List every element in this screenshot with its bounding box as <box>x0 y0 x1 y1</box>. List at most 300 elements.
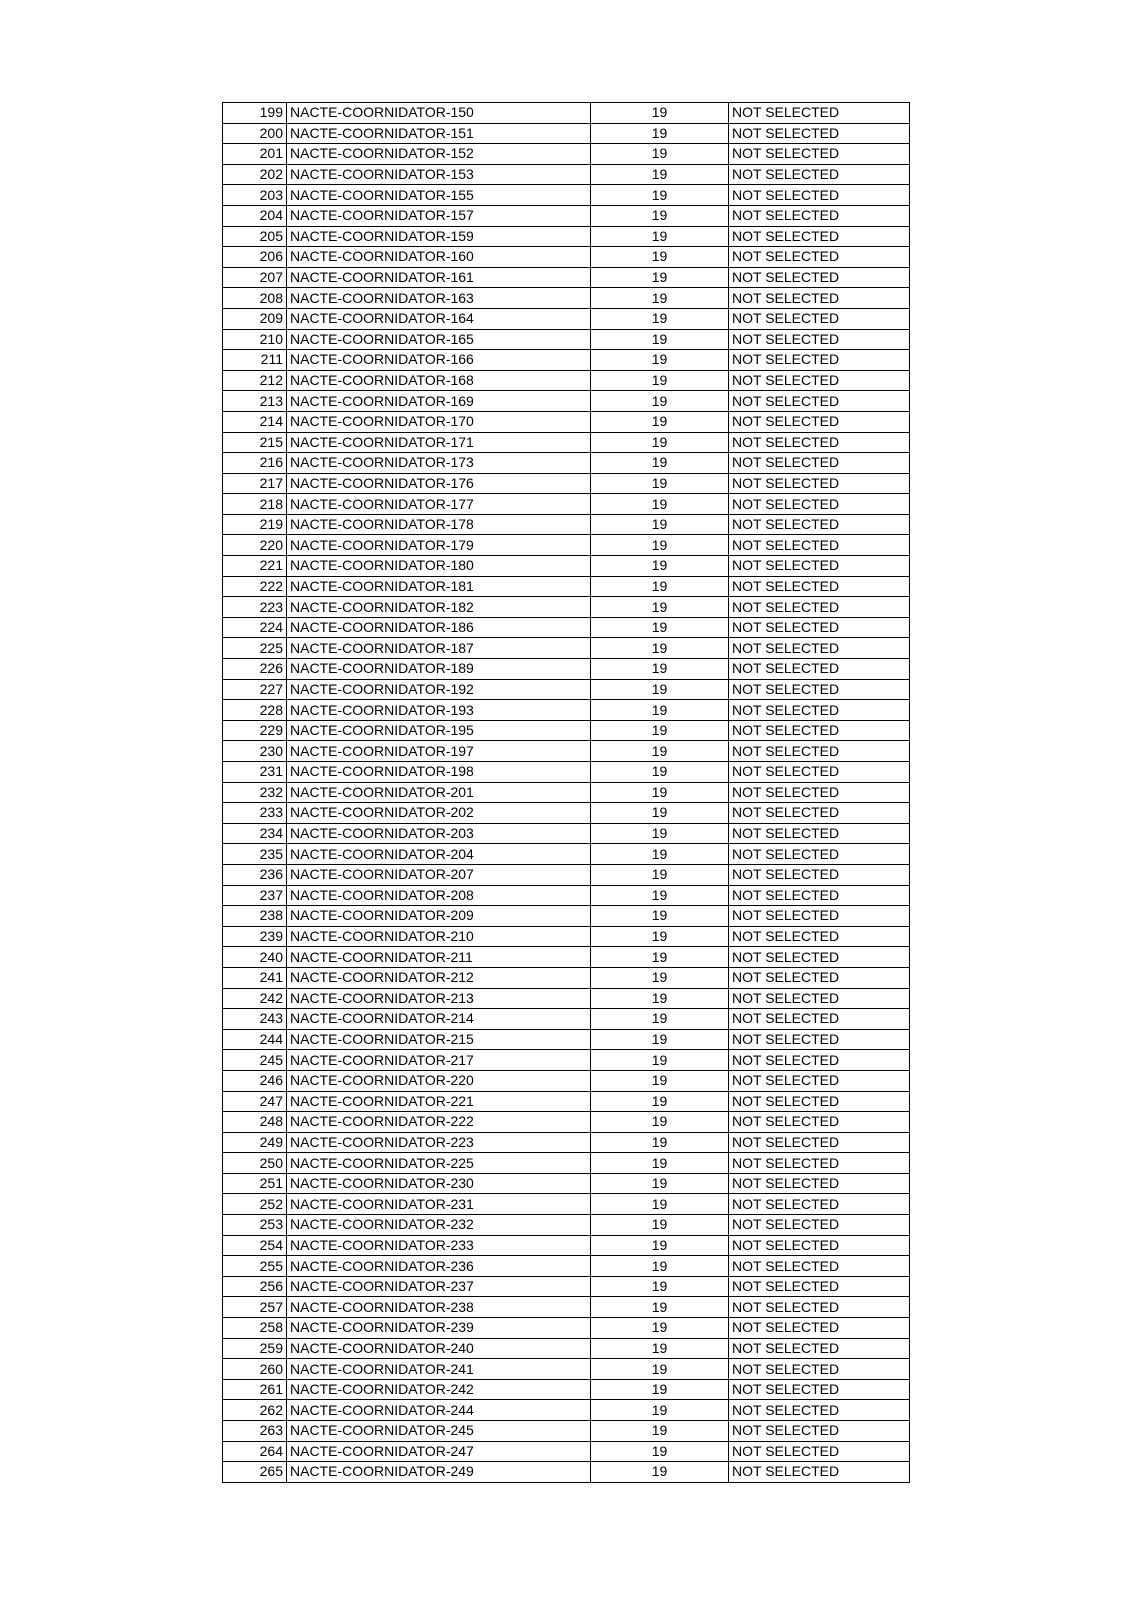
status-cell: NOT SELECTED <box>729 823 910 844</box>
candidate-id-cell: NACTE-COORNIDATOR-182 <box>287 597 591 618</box>
score-cell: 19 <box>591 844 729 865</box>
score-cell: 19 <box>591 535 729 556</box>
status-cell: NOT SELECTED <box>729 1256 910 1277</box>
candidate-id-cell: NACTE-COORNIDATOR-244 <box>287 1400 591 1421</box>
row-number-cell: 263 <box>223 1421 287 1442</box>
table-row <box>223 123 910 144</box>
table-row <box>223 494 910 515</box>
candidate-id-cell: NACTE-COORNIDATOR-212 <box>287 967 591 988</box>
score-cell: 19 <box>591 1379 729 1400</box>
status-cell: NOT SELECTED <box>729 720 910 741</box>
row-number-cell: 204 <box>223 205 287 226</box>
table-row <box>223 576 910 597</box>
score-cell: 19 <box>591 1276 729 1297</box>
table-row <box>223 1318 910 1339</box>
table-row <box>223 967 910 988</box>
row-number-cell: 258 <box>223 1318 287 1339</box>
status-cell: NOT SELECTED <box>729 205 910 226</box>
status-cell: NOT SELECTED <box>729 1132 910 1153</box>
score-cell: 19 <box>591 1050 729 1071</box>
score-cell: 19 <box>591 926 729 947</box>
row-number-cell: 209 <box>223 308 287 329</box>
table-row <box>223 370 910 391</box>
table-row <box>223 514 910 535</box>
status-cell: NOT SELECTED <box>729 864 910 885</box>
status-cell: NOT SELECTED <box>729 1338 910 1359</box>
candidate-id-cell: NACTE-COORNIDATOR-169 <box>287 391 591 412</box>
score-cell: 19 <box>591 803 729 824</box>
row-number-cell: 212 <box>223 370 287 391</box>
row-number-cell: 203 <box>223 185 287 206</box>
table-row <box>223 556 910 577</box>
row-number-cell: 214 <box>223 411 287 432</box>
candidate-id-cell: NACTE-COORNIDATOR-240 <box>287 1338 591 1359</box>
score-cell: 19 <box>591 288 729 309</box>
row-number-cell: 211 <box>223 350 287 371</box>
status-cell: NOT SELECTED <box>729 844 910 865</box>
score-cell: 19 <box>591 144 729 165</box>
status-cell: NOT SELECTED <box>729 1112 910 1133</box>
status-cell: NOT SELECTED <box>729 1029 910 1050</box>
status-cell: NOT SELECTED <box>729 1215 910 1236</box>
status-cell: NOT SELECTED <box>729 638 910 659</box>
table-row <box>223 947 910 968</box>
row-number-cell: 262 <box>223 1400 287 1421</box>
row-number-cell: 221 <box>223 556 287 577</box>
row-number-cell: 239 <box>223 926 287 947</box>
row-number-cell: 199 <box>223 103 287 124</box>
row-number-cell: 240 <box>223 947 287 968</box>
status-cell: NOT SELECTED <box>729 1462 910 1483</box>
table-row <box>223 1112 910 1133</box>
row-number-cell: 224 <box>223 617 287 638</box>
row-number-cell: 259 <box>223 1338 287 1359</box>
status-cell: NOT SELECTED <box>729 659 910 680</box>
candidate-id-cell: NACTE-COORNIDATOR-220 <box>287 1070 591 1091</box>
score-cell: 19 <box>591 411 729 432</box>
candidate-id-cell: NACTE-COORNIDATOR-203 <box>287 823 591 844</box>
status-cell: NOT SELECTED <box>729 576 910 597</box>
candidate-id-cell: NACTE-COORNIDATOR-222 <box>287 1112 591 1133</box>
status-cell: NOT SELECTED <box>729 1173 910 1194</box>
table-row <box>223 823 910 844</box>
score-cell: 19 <box>591 1132 729 1153</box>
table-row <box>223 288 910 309</box>
candidate-id-cell: NACTE-COORNIDATOR-165 <box>287 329 591 350</box>
row-number-cell: 201 <box>223 144 287 165</box>
row-number-cell: 230 <box>223 741 287 762</box>
score-cell: 19 <box>591 1441 729 1462</box>
candidate-id-cell: NACTE-COORNIDATOR-213 <box>287 988 591 1009</box>
table-row <box>223 1421 910 1442</box>
score-cell: 19 <box>591 947 729 968</box>
row-number-cell: 261 <box>223 1379 287 1400</box>
score-cell: 19 <box>591 267 729 288</box>
table-row <box>223 535 910 556</box>
score-cell: 19 <box>591 329 729 350</box>
candidate-id-cell: NACTE-COORNIDATOR-217 <box>287 1050 591 1071</box>
status-cell: NOT SELECTED <box>729 926 910 947</box>
candidate-id-cell: NACTE-COORNIDATOR-160 <box>287 247 591 268</box>
candidate-id-cell: NACTE-COORNIDATOR-208 <box>287 885 591 906</box>
candidate-id-cell: NACTE-COORNIDATOR-245 <box>287 1421 591 1442</box>
score-cell: 19 <box>591 864 729 885</box>
score-cell: 19 <box>591 762 729 783</box>
status-cell: NOT SELECTED <box>729 1070 910 1091</box>
row-number-cell: 256 <box>223 1276 287 1297</box>
table-row <box>223 1050 910 1071</box>
row-number-cell: 233 <box>223 803 287 824</box>
row-number-cell: 232 <box>223 782 287 803</box>
candidate-id-cell: NACTE-COORNIDATOR-163 <box>287 288 591 309</box>
status-cell: NOT SELECTED <box>729 144 910 165</box>
candidate-id-cell: NACTE-COORNIDATOR-225 <box>287 1153 591 1174</box>
table-row <box>223 1070 910 1091</box>
score-cell: 19 <box>591 494 729 515</box>
candidate-id-cell: NACTE-COORNIDATOR-231 <box>287 1194 591 1215</box>
candidate-id-cell: NACTE-COORNIDATOR-153 <box>287 164 591 185</box>
score-cell: 19 <box>591 782 729 803</box>
candidate-id-cell: NACTE-COORNIDATOR-236 <box>287 1256 591 1277</box>
score-cell: 19 <box>591 1400 729 1421</box>
status-cell: NOT SELECTED <box>729 288 910 309</box>
table-row <box>223 185 910 206</box>
score-cell: 19 <box>591 1194 729 1215</box>
candidate-id-cell: NACTE-COORNIDATOR-178 <box>287 514 591 535</box>
table-row <box>223 679 910 700</box>
row-number-cell: 210 <box>223 329 287 350</box>
row-number-cell: 238 <box>223 906 287 927</box>
score-cell: 19 <box>591 1235 729 1256</box>
table-row <box>223 1297 910 1318</box>
score-cell: 19 <box>591 885 729 906</box>
status-cell: NOT SELECTED <box>729 1050 910 1071</box>
results-table-body <box>223 103 910 1483</box>
row-number-cell: 228 <box>223 700 287 721</box>
candidate-id-cell: NACTE-COORNIDATOR-204 <box>287 844 591 865</box>
row-number-cell: 220 <box>223 535 287 556</box>
score-cell: 19 <box>591 164 729 185</box>
status-cell: NOT SELECTED <box>729 1441 910 1462</box>
table-row <box>223 988 910 1009</box>
candidate-id-cell: NACTE-COORNIDATOR-195 <box>287 720 591 741</box>
score-cell: 19 <box>591 1297 729 1318</box>
score-cell: 19 <box>591 823 729 844</box>
row-number-cell: 249 <box>223 1132 287 1153</box>
status-cell: NOT SELECTED <box>729 947 910 968</box>
status-cell: NOT SELECTED <box>729 308 910 329</box>
candidate-id-cell: NACTE-COORNIDATOR-193 <box>287 700 591 721</box>
score-cell: 19 <box>591 741 729 762</box>
table-row <box>223 1132 910 1153</box>
score-cell: 19 <box>591 247 729 268</box>
status-cell: NOT SELECTED <box>729 617 910 638</box>
candidate-id-cell: NACTE-COORNIDATOR-187 <box>287 638 591 659</box>
table-row <box>223 1153 910 1174</box>
table-row <box>223 1338 910 1359</box>
status-cell: NOT SELECTED <box>729 1297 910 1318</box>
table-row <box>223 164 910 185</box>
score-cell: 19 <box>591 679 729 700</box>
candidate-id-cell: NACTE-COORNIDATOR-201 <box>287 782 591 803</box>
row-number-cell: 255 <box>223 1256 287 1277</box>
candidate-id-cell: NACTE-COORNIDATOR-170 <box>287 411 591 432</box>
status-cell: NOT SELECTED <box>729 1235 910 1256</box>
row-number-cell: 213 <box>223 391 287 412</box>
candidate-id-cell: NACTE-COORNIDATOR-171 <box>287 432 591 453</box>
status-cell: NOT SELECTED <box>729 967 910 988</box>
candidate-id-cell: NACTE-COORNIDATOR-166 <box>287 350 591 371</box>
table-row <box>223 453 910 474</box>
row-number-cell: 242 <box>223 988 287 1009</box>
status-cell: NOT SELECTED <box>729 700 910 721</box>
score-cell: 19 <box>591 473 729 494</box>
row-number-cell: 252 <box>223 1194 287 1215</box>
status-cell: NOT SELECTED <box>729 1153 910 1174</box>
status-cell: NOT SELECTED <box>729 1091 910 1112</box>
score-cell: 19 <box>591 350 729 371</box>
score-cell: 19 <box>591 205 729 226</box>
table-row <box>223 226 910 247</box>
candidate-id-cell: NACTE-COORNIDATOR-181 <box>287 576 591 597</box>
score-cell: 19 <box>591 370 729 391</box>
table-row <box>223 885 910 906</box>
table-row <box>223 1091 910 1112</box>
table-row <box>223 741 910 762</box>
candidate-id-cell: NACTE-COORNIDATOR-161 <box>287 267 591 288</box>
candidate-id-cell: NACTE-COORNIDATOR-207 <box>287 864 591 885</box>
candidate-id-cell: NACTE-COORNIDATOR-155 <box>287 185 591 206</box>
row-number-cell: 250 <box>223 1153 287 1174</box>
table-row <box>223 103 910 124</box>
table-row <box>223 267 910 288</box>
row-number-cell: 225 <box>223 638 287 659</box>
status-cell: NOT SELECTED <box>729 782 910 803</box>
table-row <box>223 700 910 721</box>
row-number-cell: 264 <box>223 1441 287 1462</box>
status-cell: NOT SELECTED <box>729 411 910 432</box>
status-cell: NOT SELECTED <box>729 494 910 515</box>
candidate-id-cell: NACTE-COORNIDATOR-189 <box>287 659 591 680</box>
table-row <box>223 432 910 453</box>
status-cell: NOT SELECTED <box>729 988 910 1009</box>
candidate-id-cell: NACTE-COORNIDATOR-233 <box>287 1235 591 1256</box>
table-row <box>223 1029 910 1050</box>
candidate-id-cell: NACTE-COORNIDATOR-164 <box>287 308 591 329</box>
score-cell: 19 <box>591 185 729 206</box>
candidate-id-cell: NACTE-COORNIDATOR-232 <box>287 1215 591 1236</box>
table-row <box>223 1235 910 1256</box>
candidate-id-cell: NACTE-COORNIDATOR-197 <box>287 741 591 762</box>
score-cell: 19 <box>591 1091 729 1112</box>
status-cell: NOT SELECTED <box>729 1276 910 1297</box>
score-cell: 19 <box>591 906 729 927</box>
status-cell: NOT SELECTED <box>729 679 910 700</box>
candidate-id-cell: NACTE-COORNIDATOR-214 <box>287 1009 591 1030</box>
table-row <box>223 617 910 638</box>
table-row <box>223 1359 910 1380</box>
table-row <box>223 411 910 432</box>
table-row <box>223 1400 910 1421</box>
score-cell: 19 <box>591 1338 729 1359</box>
table-row <box>223 1215 910 1236</box>
row-number-cell: 200 <box>223 123 287 144</box>
status-cell: NOT SELECTED <box>729 391 910 412</box>
score-cell: 19 <box>591 1153 729 1174</box>
candidate-id-cell: NACTE-COORNIDATOR-186 <box>287 617 591 638</box>
table-row <box>223 1379 910 1400</box>
candidate-id-cell: NACTE-COORNIDATOR-177 <box>287 494 591 515</box>
candidate-id-cell: NACTE-COORNIDATOR-176 <box>287 473 591 494</box>
score-cell: 19 <box>591 1009 729 1030</box>
table-row <box>223 638 910 659</box>
score-cell: 19 <box>591 1421 729 1442</box>
score-cell: 19 <box>591 967 729 988</box>
table-row <box>223 659 910 680</box>
score-cell: 19 <box>591 1256 729 1277</box>
status-cell: NOT SELECTED <box>729 453 910 474</box>
row-number-cell: 236 <box>223 864 287 885</box>
score-cell: 19 <box>591 597 729 618</box>
table-row <box>223 1256 910 1277</box>
status-cell: NOT SELECTED <box>729 1400 910 1421</box>
row-number-cell: 229 <box>223 720 287 741</box>
score-cell: 19 <box>591 1173 729 1194</box>
row-number-cell: 217 <box>223 473 287 494</box>
table-row <box>223 144 910 165</box>
score-cell: 19 <box>591 576 729 597</box>
candidate-id-cell: NACTE-COORNIDATOR-223 <box>287 1132 591 1153</box>
candidate-id-cell: NACTE-COORNIDATOR-192 <box>287 679 591 700</box>
row-number-cell: 223 <box>223 597 287 618</box>
row-number-cell: 215 <box>223 432 287 453</box>
row-number-cell: 226 <box>223 659 287 680</box>
table-row <box>223 1173 910 1194</box>
row-number-cell: 202 <box>223 164 287 185</box>
score-cell: 19 <box>591 432 729 453</box>
candidate-id-cell: NACTE-COORNIDATOR-180 <box>287 556 591 577</box>
score-cell: 19 <box>591 1462 729 1483</box>
row-number-cell: 245 <box>223 1050 287 1071</box>
status-cell: NOT SELECTED <box>729 226 910 247</box>
candidate-id-cell: NACTE-COORNIDATOR-215 <box>287 1029 591 1050</box>
status-cell: NOT SELECTED <box>729 597 910 618</box>
status-cell: NOT SELECTED <box>729 906 910 927</box>
table-row <box>223 1194 910 1215</box>
row-number-cell: 207 <box>223 267 287 288</box>
candidate-id-cell: NACTE-COORNIDATOR-209 <box>287 906 591 927</box>
row-number-cell: 265 <box>223 1462 287 1483</box>
status-cell: NOT SELECTED <box>729 370 910 391</box>
status-cell: NOT SELECTED <box>729 103 910 124</box>
score-cell: 19 <box>591 123 729 144</box>
table-row <box>223 350 910 371</box>
score-cell: 19 <box>591 226 729 247</box>
table-row <box>223 1462 910 1483</box>
row-number-cell: 231 <box>223 762 287 783</box>
row-number-cell: 241 <box>223 967 287 988</box>
status-cell: NOT SELECTED <box>729 1379 910 1400</box>
row-number-cell: 208 <box>223 288 287 309</box>
row-number-cell: 235 <box>223 844 287 865</box>
candidate-id-cell: NACTE-COORNIDATOR-150 <box>287 103 591 124</box>
results-table <box>222 102 910 1483</box>
status-cell: NOT SELECTED <box>729 473 910 494</box>
score-cell: 19 <box>591 1029 729 1050</box>
table-row <box>223 720 910 741</box>
candidate-id-cell: NACTE-COORNIDATOR-230 <box>287 1173 591 1194</box>
candidate-id-cell: NACTE-COORNIDATOR-157 <box>287 205 591 226</box>
row-number-cell: 216 <box>223 453 287 474</box>
table-row <box>223 1009 910 1030</box>
candidate-id-cell: NACTE-COORNIDATOR-242 <box>287 1379 591 1400</box>
score-cell: 19 <box>591 988 729 1009</box>
score-cell: 19 <box>591 720 729 741</box>
row-number-cell: 218 <box>223 494 287 515</box>
table-row <box>223 205 910 226</box>
row-number-cell: 260 <box>223 1359 287 1380</box>
status-cell: NOT SELECTED <box>729 1318 910 1339</box>
table-row <box>223 782 910 803</box>
row-number-cell: 248 <box>223 1112 287 1133</box>
candidate-id-cell: NACTE-COORNIDATOR-173 <box>287 453 591 474</box>
table-row <box>223 1441 910 1462</box>
status-cell: NOT SELECTED <box>729 556 910 577</box>
candidate-id-cell: NACTE-COORNIDATOR-241 <box>287 1359 591 1380</box>
status-cell: NOT SELECTED <box>729 1421 910 1442</box>
score-cell: 19 <box>591 1070 729 1091</box>
row-number-cell: 253 <box>223 1215 287 1236</box>
candidate-id-cell: NACTE-COORNIDATOR-159 <box>287 226 591 247</box>
status-cell: NOT SELECTED <box>729 123 910 144</box>
status-cell: NOT SELECTED <box>729 885 910 906</box>
candidate-id-cell: NACTE-COORNIDATOR-238 <box>287 1297 591 1318</box>
status-cell: NOT SELECTED <box>729 535 910 556</box>
status-cell: NOT SELECTED <box>729 1194 910 1215</box>
status-cell: NOT SELECTED <box>729 762 910 783</box>
status-cell: NOT SELECTED <box>729 514 910 535</box>
status-cell: NOT SELECTED <box>729 432 910 453</box>
table-row <box>223 762 910 783</box>
row-number-cell: 243 <box>223 1009 287 1030</box>
status-cell: NOT SELECTED <box>729 267 910 288</box>
candidate-id-cell: NACTE-COORNIDATOR-239 <box>287 1318 591 1339</box>
candidate-id-cell: NACTE-COORNIDATOR-202 <box>287 803 591 824</box>
status-cell: NOT SELECTED <box>729 350 910 371</box>
row-number-cell: 219 <box>223 514 287 535</box>
score-cell: 19 <box>591 1215 729 1236</box>
row-number-cell: 206 <box>223 247 287 268</box>
row-number-cell: 257 <box>223 1297 287 1318</box>
candidate-id-cell: NACTE-COORNIDATOR-211 <box>287 947 591 968</box>
score-cell: 19 <box>591 638 729 659</box>
table-row <box>223 1276 910 1297</box>
table-row <box>223 844 910 865</box>
score-cell: 19 <box>591 556 729 577</box>
score-cell: 19 <box>591 103 729 124</box>
row-number-cell: 246 <box>223 1070 287 1091</box>
table-row <box>223 926 910 947</box>
status-cell: NOT SELECTED <box>729 803 910 824</box>
score-cell: 19 <box>591 617 729 638</box>
candidate-id-cell: NACTE-COORNIDATOR-247 <box>287 1441 591 1462</box>
status-cell: NOT SELECTED <box>729 1359 910 1380</box>
row-number-cell: 222 <box>223 576 287 597</box>
candidate-id-cell: NACTE-COORNIDATOR-151 <box>287 123 591 144</box>
score-cell: 19 <box>591 1318 729 1339</box>
table-row <box>223 308 910 329</box>
score-cell: 19 <box>591 1112 729 1133</box>
